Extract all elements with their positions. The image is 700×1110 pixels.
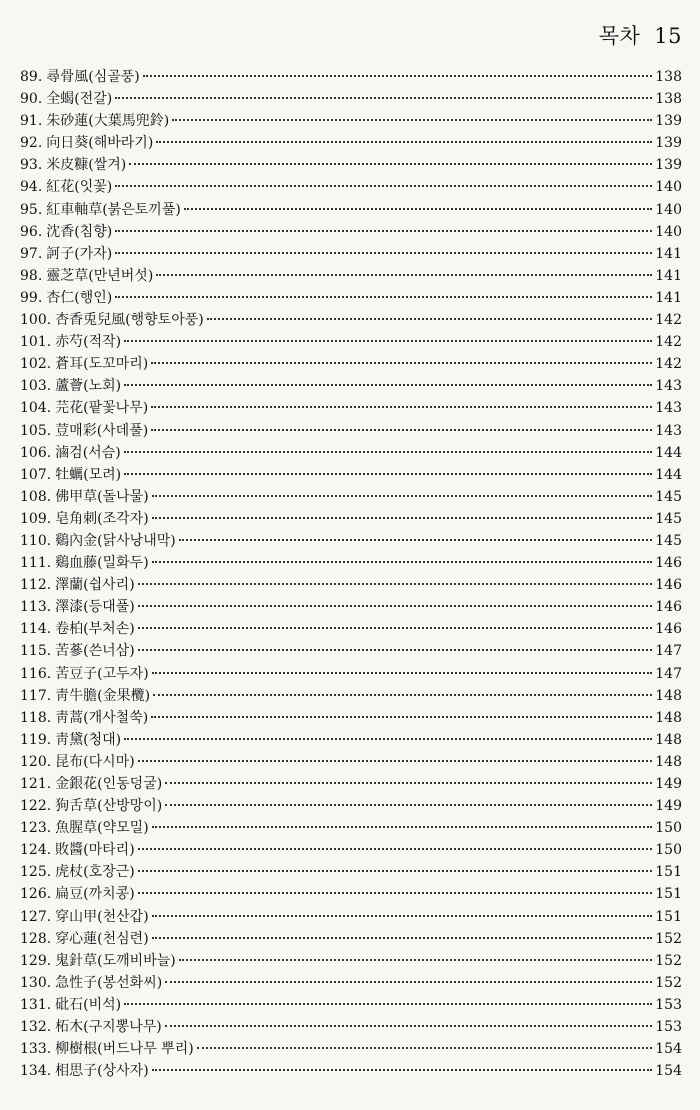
toc-entry bbox=[20, 729, 682, 751]
toc-entry bbox=[20, 552, 682, 574]
toc-entry bbox=[20, 309, 682, 331]
entry-number: 121. bbox=[20, 776, 52, 792]
entry-number: 116. bbox=[20, 665, 52, 682]
toc-entry bbox=[20, 994, 682, 1016]
running-header bbox=[599, 20, 682, 50]
entry-page-number: 151 bbox=[655, 864, 682, 881]
dot-leader bbox=[152, 915, 653, 917]
dot-leader bbox=[151, 429, 652, 431]
toc-entry bbox=[20, 176, 682, 198]
dot-leader bbox=[138, 848, 653, 850]
entry-number: 120. bbox=[20, 753, 52, 770]
entry-title: 向日葵(해바라기) bbox=[46, 135, 154, 152]
dot-leader bbox=[138, 605, 653, 607]
dot-leader bbox=[197, 1047, 653, 1049]
entry-number: 110. bbox=[20, 532, 52, 549]
entry-number: 107. bbox=[20, 466, 52, 483]
entry-page-number: 151 bbox=[655, 886, 682, 903]
entry-number: 97. bbox=[20, 245, 43, 262]
entry-title: 昆布(다시마) bbox=[55, 753, 135, 770]
entry-title: 扁豆(까치콩) bbox=[55, 886, 135, 903]
entry-number: 109. bbox=[20, 510, 52, 527]
entry-title: 滷검(서슴) bbox=[55, 444, 121, 461]
toc-entry bbox=[20, 88, 682, 110]
entry-number: 117. bbox=[20, 687, 52, 704]
entry-number: 133. bbox=[20, 1041, 52, 1058]
toc-entry bbox=[20, 640, 682, 662]
toc-entry bbox=[20, 663, 682, 685]
dot-leader bbox=[138, 627, 653, 629]
dot-leader bbox=[207, 318, 653, 320]
toc-entry bbox=[20, 751, 682, 773]
toc-entry bbox=[20, 420, 682, 442]
toc-entry bbox=[20, 486, 682, 508]
entry-page-number: 139 bbox=[655, 157, 682, 174]
entry-page-number: 148 bbox=[655, 687, 682, 704]
toc-entry bbox=[20, 397, 682, 419]
entry-title: 相思子(상사자) bbox=[55, 1063, 149, 1080]
toc-entry bbox=[20, 950, 682, 972]
toc-entry bbox=[20, 199, 682, 221]
entry-page-number: 138 bbox=[655, 91, 682, 108]
entry-page-number: 145 bbox=[655, 510, 682, 527]
entry-page-number: 140 bbox=[655, 201, 682, 218]
dot-leader bbox=[156, 274, 652, 276]
toc-entry bbox=[20, 66, 682, 88]
entry-title: 蘆薈(노회) bbox=[55, 378, 122, 395]
entry-number: 105. bbox=[20, 422, 52, 439]
entry-page-number: 148 bbox=[655, 753, 682, 770]
entry-page-number: 140 bbox=[655, 223, 682, 240]
entry-title: 米皮糠(쌀겨) bbox=[46, 157, 127, 174]
entry-number: 119. bbox=[20, 731, 52, 748]
entry-title: 澤漆(등대풀) bbox=[55, 599, 135, 616]
toc-entry bbox=[20, 839, 682, 861]
dot-leader bbox=[165, 1025, 653, 1027]
dot-leader bbox=[124, 451, 653, 453]
toc-entry bbox=[20, 464, 682, 486]
entry-page-number: 146 bbox=[655, 621, 682, 638]
entry-number: 132. bbox=[20, 1019, 52, 1036]
toc-entry bbox=[20, 795, 682, 817]
entry-page-number: 142 bbox=[655, 312, 682, 329]
entry-page-number: 146 bbox=[655, 577, 682, 594]
dot-leader bbox=[115, 185, 652, 187]
entry-page-number: 145 bbox=[655, 488, 682, 505]
entry-page-number: 154 bbox=[655, 1063, 682, 1080]
entry-number: 124. bbox=[20, 842, 52, 859]
entry-title: 鬼針草(도깨비바늘) bbox=[55, 952, 176, 969]
entry-number: 95. bbox=[20, 201, 43, 218]
entry-page-number: 144 bbox=[655, 466, 682, 483]
entry-page-number: 143 bbox=[655, 378, 682, 395]
dot-leader bbox=[115, 252, 652, 254]
entry-number: 104. bbox=[20, 400, 52, 417]
entry-number: 93. bbox=[20, 157, 43, 174]
toc-entry bbox=[20, 972, 682, 994]
dot-leader bbox=[152, 937, 653, 939]
entry-number: 90. bbox=[20, 91, 43, 108]
entry-number: 103. bbox=[20, 378, 52, 395]
entry-title: 穿山甲(천산갑) bbox=[55, 908, 149, 925]
entry-title: 苦豆子(고두자) bbox=[55, 665, 149, 682]
entry-page-number: 141 bbox=[655, 245, 682, 262]
dot-leader bbox=[151, 716, 652, 718]
entry-title: 全蝎(전갈) bbox=[46, 91, 113, 108]
entry-title: 牡蠣(모려) bbox=[55, 466, 122, 483]
dot-leader bbox=[138, 583, 653, 585]
toc-entry bbox=[20, 906, 682, 928]
entry-title: 靑蒿(개사철쑥) bbox=[55, 709, 149, 726]
toc-entry bbox=[20, 817, 682, 839]
entry-page-number: 141 bbox=[655, 289, 682, 306]
dot-leader bbox=[115, 230, 652, 232]
entry-page-number: 146 bbox=[655, 555, 682, 572]
toc-entry bbox=[20, 928, 682, 950]
toc-entry bbox=[20, 574, 682, 596]
entry-page-number: 143 bbox=[655, 400, 682, 417]
dot-leader bbox=[152, 1069, 653, 1071]
entry-title: 鷄血藤(밀화두) bbox=[55, 555, 149, 572]
dot-leader bbox=[115, 97, 652, 99]
toc-entry bbox=[20, 707, 682, 729]
header-title: 목차 bbox=[598, 24, 641, 48]
toc-entry bbox=[20, 618, 682, 640]
toc-entry bbox=[20, 1060, 682, 1082]
toc-entry bbox=[20, 110, 682, 132]
entry-title: 穿心蓮(천심련) bbox=[55, 930, 149, 947]
entry-title: 赤芍(적작) bbox=[55, 334, 122, 351]
entry-title: 沈香(침향) bbox=[46, 223, 113, 240]
dot-leader bbox=[184, 208, 652, 210]
toc-entry bbox=[20, 442, 682, 464]
entry-number: 134. bbox=[20, 1063, 52, 1080]
entry-page-number: 145 bbox=[655, 532, 682, 549]
entry-number: 130. bbox=[20, 974, 52, 991]
toc-entry bbox=[20, 508, 682, 530]
entry-title: 杏仁(행인) bbox=[46, 289, 113, 306]
entry-title: 柳樹根(버드나무 뿌리) bbox=[55, 1041, 194, 1058]
entry-number: 100. bbox=[20, 312, 52, 329]
entry-number: 113. bbox=[20, 599, 52, 616]
dot-leader bbox=[165, 981, 652, 983]
dot-leader bbox=[156, 141, 652, 143]
dot-leader bbox=[124, 340, 652, 342]
dot-leader bbox=[138, 649, 653, 651]
entry-number: 125. bbox=[20, 864, 52, 881]
entry-number: 99. bbox=[20, 289, 43, 306]
toc-entry bbox=[20, 685, 682, 707]
dot-leader bbox=[152, 561, 653, 563]
toc-entry bbox=[20, 132, 682, 154]
entry-number: 127. bbox=[20, 908, 52, 925]
dot-leader bbox=[124, 384, 652, 386]
dot-leader bbox=[152, 495, 653, 497]
entry-title: 佛甲草(돌나물) bbox=[55, 488, 149, 505]
dot-leader bbox=[179, 959, 653, 961]
entry-number: 92. bbox=[20, 135, 43, 152]
toc-entry bbox=[20, 331, 682, 353]
entry-number: 96. bbox=[20, 223, 43, 240]
dot-leader bbox=[179, 539, 653, 541]
entry-number: 112. bbox=[20, 577, 52, 594]
entry-page-number: 150 bbox=[655, 820, 682, 837]
entry-number: 128. bbox=[20, 930, 52, 947]
toc-entry bbox=[20, 530, 682, 552]
dot-leader bbox=[151, 362, 652, 364]
dot-leader bbox=[124, 1003, 652, 1005]
entry-title: 紅花(잇꽃) bbox=[46, 179, 113, 196]
entry-title: 鷄內金(닭사낭내막) bbox=[55, 532, 176, 549]
dot-leader bbox=[165, 782, 652, 784]
entry-title: 荳매彩(사데풀) bbox=[55, 422, 149, 439]
dot-leader bbox=[129, 163, 652, 165]
entry-title: 澤蘭(쉽사리) bbox=[55, 577, 135, 594]
entry-title: 魚腥草(약모밀) bbox=[55, 820, 149, 837]
entry-page-number: 146 bbox=[655, 599, 682, 616]
entry-page-number: 149 bbox=[655, 776, 682, 792]
entry-title: 紅車軸草(붉은토끼풀) bbox=[46, 201, 181, 218]
entry-page-number: 139 bbox=[655, 135, 682, 152]
dot-leader bbox=[152, 517, 653, 519]
entry-title: 虎杖(호장근) bbox=[55, 864, 135, 881]
entry-number: 115. bbox=[20, 643, 52, 660]
entry-page-number: 149 bbox=[655, 798, 682, 815]
dot-leader bbox=[153, 694, 652, 696]
dot-leader bbox=[143, 75, 653, 77]
toc-entry bbox=[20, 353, 682, 375]
entry-number: 123. bbox=[20, 820, 52, 837]
toc-entry bbox=[20, 773, 682, 795]
entry-page-number: 153 bbox=[655, 1019, 682, 1036]
entry-number: 98. bbox=[20, 267, 43, 284]
toc-entry bbox=[20, 883, 682, 905]
entry-page-number: 152 bbox=[655, 952, 682, 969]
toc-entry bbox=[20, 154, 682, 176]
toc-entry bbox=[20, 243, 682, 265]
entry-page-number: 151 bbox=[655, 908, 682, 925]
entry-page-number: 140 bbox=[655, 179, 682, 196]
entry-page-number: 138 bbox=[655, 69, 682, 85]
dot-leader bbox=[151, 406, 652, 408]
table-of-contents bbox=[20, 66, 682, 1082]
entry-number: 114. bbox=[20, 621, 52, 638]
entry-title: 杏香兎兒風(행향토아풍) bbox=[55, 312, 204, 329]
dot-leader bbox=[152, 826, 653, 828]
dot-leader bbox=[138, 892, 653, 894]
dot-leader bbox=[152, 672, 653, 674]
entry-number: 94. bbox=[20, 179, 43, 196]
entry-page-number: 154 bbox=[655, 1041, 682, 1058]
entry-number: 122. bbox=[20, 798, 52, 815]
dot-leader bbox=[138, 760, 653, 762]
entry-page-number: 143 bbox=[655, 422, 682, 439]
entry-number: 126. bbox=[20, 886, 52, 903]
entry-title: 靑黛(청대) bbox=[55, 731, 122, 748]
entry-number: 129. bbox=[20, 952, 52, 969]
entry-title: 蒼耳(도꼬마리) bbox=[55, 356, 149, 373]
entry-page-number: 150 bbox=[655, 842, 682, 859]
entry-title: 尋骨風(심골풍) bbox=[46, 69, 140, 85]
toc-entry bbox=[20, 1016, 682, 1038]
entry-page-number: 152 bbox=[655, 930, 682, 947]
dot-leader bbox=[115, 296, 652, 298]
toc-entry bbox=[20, 375, 682, 397]
entry-number: 102. bbox=[20, 356, 52, 373]
dot-leader bbox=[138, 870, 653, 872]
entry-title: 皂角刺(조각자) bbox=[55, 510, 149, 527]
entry-title: 卷柏(부처손) bbox=[55, 621, 135, 638]
entry-number: 111. bbox=[20, 555, 52, 572]
entry-page-number: 148 bbox=[655, 709, 682, 726]
entry-page-number: 142 bbox=[655, 356, 682, 373]
entry-page-number: 139 bbox=[655, 113, 682, 130]
toc-entry bbox=[20, 287, 682, 309]
entry-title: 狗舌草(산방망이) bbox=[55, 798, 163, 815]
entry-number: 101. bbox=[20, 334, 52, 351]
dot-leader bbox=[165, 804, 652, 806]
dot-leader bbox=[124, 738, 652, 740]
toc-entry bbox=[20, 265, 682, 287]
entry-number: 131. bbox=[20, 996, 52, 1013]
dot-leader bbox=[172, 119, 652, 121]
entry-title: 朱砂蓮(大葉馬兜鈴) bbox=[46, 113, 170, 130]
header-page-number: 15 bbox=[654, 24, 682, 48]
entry-title: 金銀花(인동덩굴) bbox=[55, 776, 163, 792]
entry-title: 芫花(팥꽃나무) bbox=[55, 400, 149, 417]
entry-page-number: 148 bbox=[655, 731, 682, 748]
entry-title: 急性子(봉선화씨) bbox=[55, 974, 163, 991]
entry-page-number: 144 bbox=[655, 444, 682, 461]
entry-number: 108. bbox=[20, 488, 52, 505]
entry-title: 柘木(구지뽕나무) bbox=[55, 1019, 162, 1036]
entry-page-number: 147 bbox=[655, 643, 682, 660]
entry-title: 苦蔘(쓴너삼) bbox=[55, 643, 135, 660]
entry-title: 訶子(가자) bbox=[46, 245, 113, 262]
toc-entry bbox=[20, 861, 682, 883]
entry-title: 靈芝草(만년버섯) bbox=[46, 267, 154, 284]
entry-number: 89. bbox=[20, 69, 43, 85]
entry-page-number: 142 bbox=[655, 334, 682, 351]
entry-title: 砒石(비석) bbox=[55, 996, 122, 1013]
entry-number: 118. bbox=[20, 709, 52, 726]
entry-title: 敗醬(마타리) bbox=[55, 842, 135, 859]
entry-number: 106. bbox=[20, 444, 52, 461]
entry-page-number: 141 bbox=[655, 267, 682, 284]
entry-title: 靑牛膽(金果欖) bbox=[55, 687, 151, 704]
entry-page-number: 152 bbox=[655, 974, 682, 991]
entry-page-number: 147 bbox=[655, 665, 682, 682]
toc-entry bbox=[20, 1038, 682, 1060]
toc-entry bbox=[20, 596, 682, 618]
dot-leader bbox=[124, 473, 652, 475]
entry-page-number: 153 bbox=[655, 996, 682, 1013]
entry-number: 91. bbox=[20, 113, 43, 130]
toc-entry bbox=[20, 221, 682, 243]
